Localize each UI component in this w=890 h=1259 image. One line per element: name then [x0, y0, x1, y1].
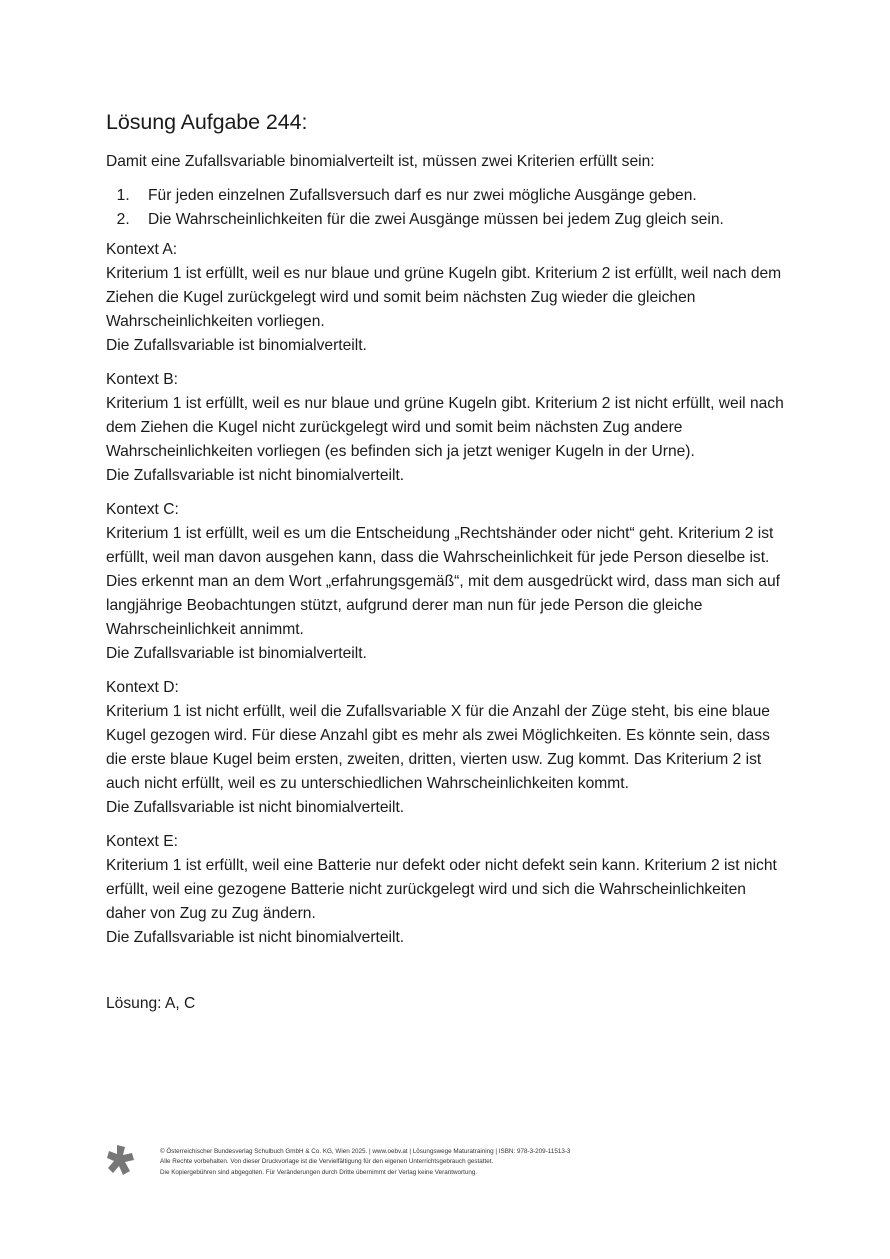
solution-text: Lösung: A, C — [106, 995, 196, 1012]
context-c — [106, 498, 786, 666]
context-label: Kontext D: — [106, 679, 179, 696]
context-text: Kriterium 1 ist nicht erfüllt, weil die Zufallsvariable X für die Anzahl der Züge steht, bis eine blaue Kugel gezogen wird. Für diese Anzahl gibt es mehr als zwei Möglichkeiten. Es könnte sein, dass die erste blaue Kugel beim ersten, zweiten, dritten, vierten usw. Zug kommt. Das Kriterium 2 ist auch nicht erfüllt, weil es zu unterschiedlichen Wahrscheinlichkeiten kommt. — [106, 703, 770, 792]
context-b — [106, 368, 786, 488]
context-text: Kriterium 1 ist erfüllt, weil es um die Entscheidung „Rechtshänder oder nicht“ geht. Kriterium 2 ist erfüllt, weil man davon ausgehen kann, dass die Wahrscheinlichkeit für jede Person dieselbe ist. Dies erkennt man an dem Wort „erfahrungsgemäß“, mit dem ausgedrückt wird, dass man sich auf langjährige Beobachtungen stützt, aufgrund derer man nun für jede Person die gleiche Wahrscheinlichkeit annimmt. — [106, 525, 780, 638]
page-title: Lösung Aufgabe 244: — [106, 110, 308, 134]
intro-text: Damit eine Zufallsvariable binomialverteilt ist, müssen zwei Kriterien erfüllt sein: — [106, 153, 655, 170]
context-text: Kriterium 1 ist erfüllt, weil eine Batterie nur defekt oder nicht defekt sein kann. Kriterium 2 ist nicht erfüllt, weil eine gezogene Batterie nicht zurückgelegt wird und sich die Wahrscheinlichkeiten daher von Zug zu Zug ändern. — [106, 857, 777, 922]
context-label: Kontext A: — [106, 241, 178, 258]
context-e — [106, 830, 786, 950]
context-conclusion: Die Zufallsvariable ist binomialverteilt. — [106, 337, 367, 354]
publisher-logo-icon — [106, 1144, 136, 1176]
context-text: Kriterium 1 ist erfüllt, weil es nur blaue und grüne Kugeln gibt. Kriterium 2 ist erfüllt, weil nach dem Ziehen die Kugel zurückgelegt wird und somit beim nächsten Zug wieder die gleichen Wahrscheinlichkeiten vorliegen. — [106, 265, 782, 330]
context-conclusion: Die Zufallsvariable ist nicht binomialverteilt. — [106, 467, 405, 484]
document-page — [106, 108, 786, 1016]
context-conclusion: Die Zufallsvariable ist binomialverteilt. — [106, 645, 367, 662]
criterion-item: 2. Die Wahrscheinlichkeiten für die zwei Ausgänge müssen bei jedem Zug gleich sein. — [134, 208, 786, 232]
context-text: Kriterium 1 ist erfüllt, weil es nur blaue und grüne Kugeln gibt. Kriterium 2 ist nicht erfüllt, weil nach dem Ziehen die Kugel nicht zurückgelegt wird und somit beim nächsten Zug andere Wahrscheinlichkeiten vorliegen (es befinden sich ja jetzt weniger Kugeln in der Urne). — [106, 395, 784, 460]
footer-copyright — [160, 1147, 570, 1178]
criterion-item: 1. Für jeden einzelnen Zufallsversuch darf es nur zwei mögliche Ausgänge geben. — [134, 184, 786, 208]
footer-line: Die Kopiergebühren sind abgegolten. Für Veränderungen durch Dritte übernimmt der Verlag keine Verantwortung. — [160, 1168, 478, 1176]
context-label: Kontext B: — [106, 371, 178, 388]
context-label: Kontext C: — [106, 501, 179, 518]
context-label: Kontext E: — [106, 833, 178, 850]
context-a — [106, 238, 786, 358]
context-conclusion: Die Zufallsvariable ist nicht binomialverteilt. — [106, 799, 405, 816]
footer-line: Alle Rechte vorbehalten. Von dieser Druckvorlage ist die Vervielfältigung für den eigenen Unterrichtsgebrauch gestattet. — [160, 1158, 494, 1166]
context-d — [106, 676, 786, 820]
footer-line: © Österreichischer Bundesverlag Schulbuch GmbH & Co. KG, Wien 2025. | www.oebv.at | Lösungswege Maturatraining | ISBN: 978-3-209-11513-3 — [160, 1148, 571, 1155]
criteria-list — [106, 184, 786, 232]
context-conclusion: Die Zufallsvariable ist nicht binomialverteilt. — [106, 929, 405, 946]
